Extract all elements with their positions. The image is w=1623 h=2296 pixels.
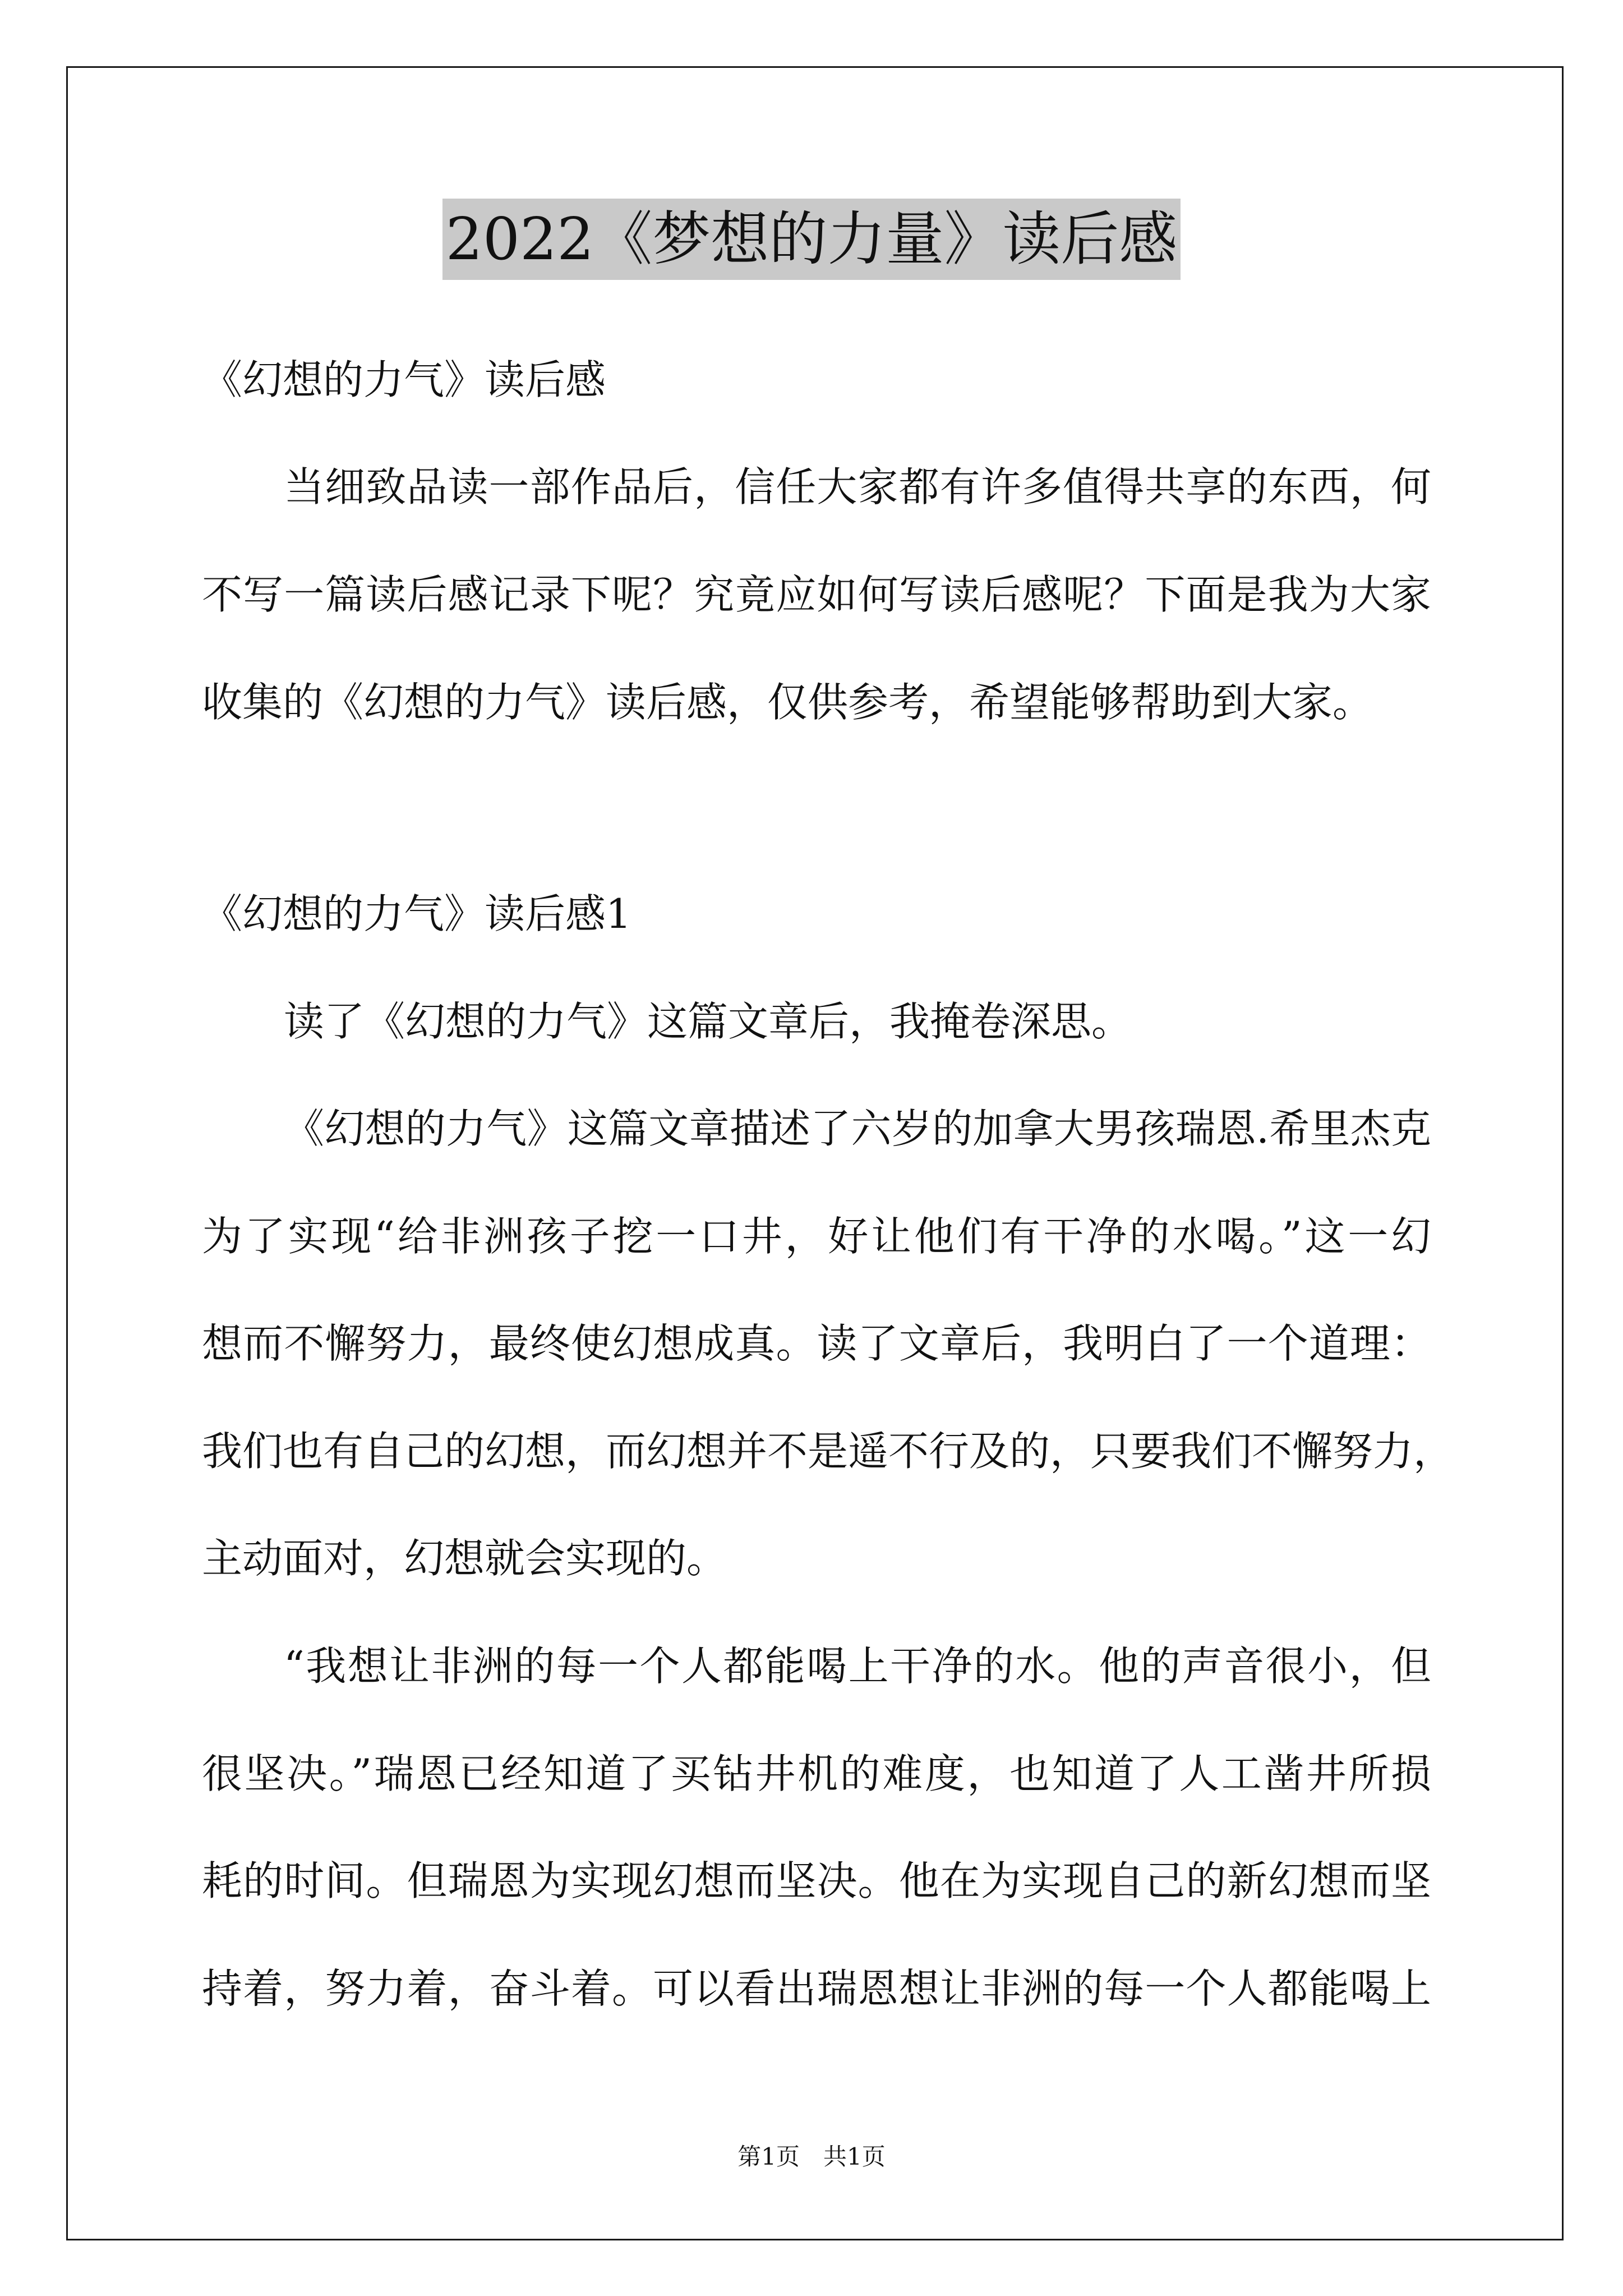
section-heading: 《幻想的力气》读后感1 xyxy=(202,890,631,937)
paragraph-line: 主动面对，幻想就会实现的。 xyxy=(202,1535,727,1582)
title-container xyxy=(0,199,1623,280)
intro-line: 当细致品读一部作品后，信任大家都有许多值得共享的东西，何 xyxy=(284,463,1431,510)
document-title: 2022《梦想的力量》读后感 xyxy=(442,199,1181,280)
paragraph-line: 想而不懈努力，最终使幻想成真。读了文章后，我明白了一个道理： xyxy=(202,1320,1431,1367)
paragraph-line: 《幻想的力气》这篇文章描述了六岁的加拿大男孩瑞恩.希里杰克 xyxy=(284,1105,1431,1152)
intro-line: 收集的《幻想的力气》读后感，仅供参考，希望能够帮助到大家。 xyxy=(202,679,1373,726)
paragraph-line: 很坚决。”瑞恩已经知道了买钻井机的难度，也知道了人工凿井所损 xyxy=(202,1750,1431,1797)
paragraph-line: 我们也有自己的幻想，而幻想并不是遥不行及的，只要我们不懈努力， xyxy=(202,1428,1454,1475)
paragraph-line: 为了实现“给非洲孩子挖一口井，好让他们有干净的水喝。”这一幻 xyxy=(202,1213,1431,1260)
paragraph-line: “我想让非洲的每一个人都能喝上干净的水。他的声音很小，但 xyxy=(284,1642,1431,1690)
paragraph-line: 持着，努力着，奋斗着。可以看出瑞恩想让非洲的每一个人都能喝上 xyxy=(202,1965,1431,2012)
paragraph-line: 耗的时间。但瑞恩为实现幻想而坚决。他在为实现自己的新幻想而坚 xyxy=(202,1857,1431,1904)
paragraph-line: 读了《幻想的力气》这篇文章后，我掩卷深思。 xyxy=(284,998,1132,1045)
intro-line: 不写一篇读后感记录下呢？究竟应如何写读后感呢？下面是我为大家 xyxy=(202,571,1431,618)
page-footer: 第1页 共1页 xyxy=(737,2143,886,2170)
article-heading: 《幻想的力气》读后感 xyxy=(202,356,606,403)
